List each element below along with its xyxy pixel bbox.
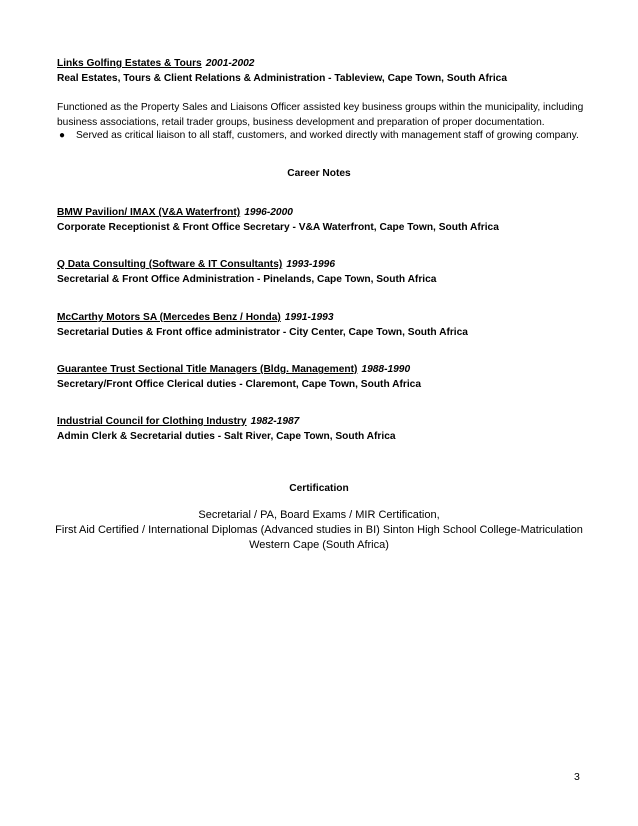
bullet-icon: ● — [59, 130, 66, 141]
page-number: 3 — [574, 771, 580, 783]
job-role: Corporate Receptionist & Front Office Secretary - V&A Waterfront, Cape Town, South Africa — [57, 222, 499, 233]
job-dates: 1996-2000 — [244, 207, 293, 218]
company-name: McCarthy Motors SA (Mercedes Benz / Honda) — [57, 312, 281, 323]
bullet-text: Served as critical liaison to all staff, customers, and worked directly with management staff of growing company. — [76, 130, 579, 141]
job-role: Secretary/Front Office Clerical duties - Claremont, Cape Town, South Africa — [57, 379, 421, 390]
job-description: Functioned as the Property Sales and Liaisons Officer assisted key business groups within the municipality, including business associations, retail trader groups, business development and preparation of proper documentation. — [57, 102, 584, 128]
career-entry — [57, 257, 587, 287]
job-heading — [57, 56, 587, 71]
certification-line: Western Cape (South Africa) — [249, 539, 389, 551]
job-dates: 1991-1993 — [284, 312, 334, 323]
career-entry — [57, 414, 587, 444]
job-heading — [57, 414, 587, 429]
job-heading — [57, 257, 587, 272]
job-heading — [57, 205, 587, 220]
career-entry — [57, 362, 587, 392]
job-entry-links-golfing — [57, 56, 587, 86]
company-name: Links Golfing Estates & Tours — [57, 58, 202, 69]
certification-line: Secretarial / PA, Board Exams / MIR Certification, — [198, 509, 440, 521]
job-dates: 1982-1987 — [250, 416, 300, 427]
company-name: Industrial Council for Clothing Industry — [57, 416, 247, 427]
certification-title: Certification — [289, 483, 349, 494]
job-role: Secretarial & Front Office Administration - Pinelands, Cape Town, South Africa — [57, 274, 437, 285]
job-heading — [57, 362, 587, 377]
list-item — [57, 128, 587, 143]
company-name: Guarantee Trust Sectional Title Managers (Bldg. Management) — [57, 364, 358, 375]
job-dates: 2001-2002 — [205, 58, 255, 69]
career-notes-title: Career Notes — [287, 168, 351, 179]
job-role: Real Estates, Tours & Client Relations & Administration - Tableview, Cape Town, South Africa — [57, 73, 508, 84]
career-entry — [57, 310, 587, 340]
company-name: BMW Pavilion/ IMAX (V&A Waterfront) — [57, 207, 241, 218]
certification-line: First Aid Certified / International Diplomas (Advanced studies in BI) Sinton High School College-Matriculation — [55, 524, 583, 536]
job-heading — [57, 310, 587, 325]
job-dates: 1988-1990 — [361, 364, 411, 375]
job-role: Admin Clerk & Secretarial duties - Salt River, Cape Town, South Africa — [57, 431, 396, 442]
career-entry — [57, 205, 587, 235]
job-role: Secretarial Duties & Front office administrator - City Center, Cape Town, South Africa — [57, 327, 468, 338]
company-name: Q Data Consulting (Software & IT Consultants) — [57, 259, 283, 270]
job-dates: 1993-1996 — [286, 259, 335, 270]
job-bullet-list — [57, 128, 587, 143]
